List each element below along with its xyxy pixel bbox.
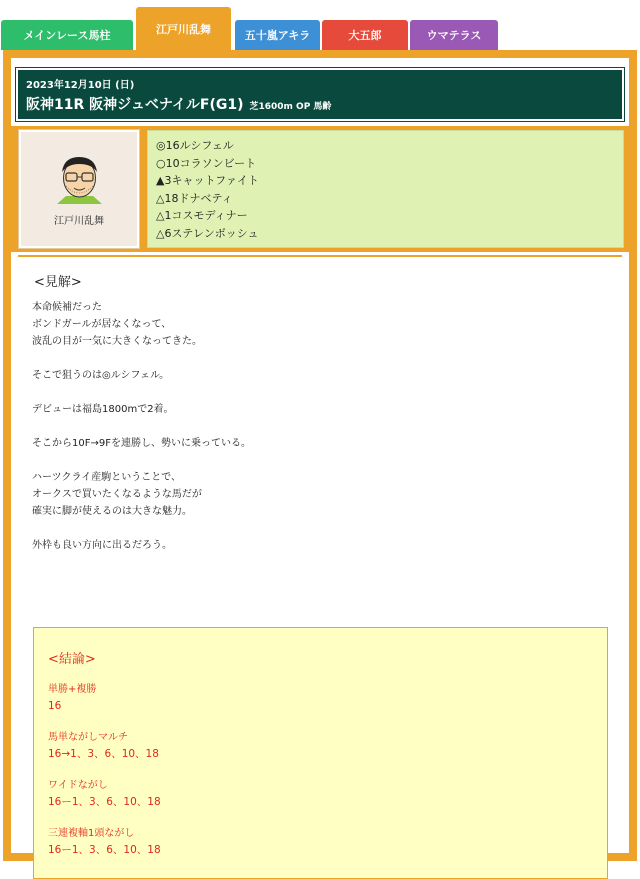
- prediction-panel: [3, 50, 637, 861]
- bet-value: 16ー1、3、6、10、18: [48, 796, 161, 808]
- pick-item: △18ドナベティ: [156, 191, 233, 205]
- bet-type: ワイドながし: [48, 780, 108, 791]
- tab-edogawa-ranbu[interactable]: 江戸川乱舞: [136, 7, 231, 50]
- pick-item: △1コスモディナー: [156, 209, 248, 222]
- bet-item: [48, 825, 593, 859]
- race-title-row: [26, 94, 614, 114]
- tab-daigoro[interactable]: 大五郎: [322, 20, 408, 50]
- bet-value: 16→1、3、6、10、18: [48, 748, 159, 760]
- bet-type: 単勝+複勝: [48, 684, 97, 695]
- bet-item: [48, 777, 593, 811]
- bet-item: [48, 729, 593, 763]
- predictor-name: 江戸川乱舞: [54, 216, 104, 227]
- tab-igarashi-akira[interactable]: 五十嵐アキラ: [235, 20, 320, 50]
- tab-umaterasu[interactable]: ウマテラス: [410, 20, 498, 50]
- predictor-card: [19, 130, 139, 248]
- tab-bar: [0, 0, 640, 50]
- pick-item: ▲3キャットファイト: [156, 174, 259, 187]
- conclusion-box: [33, 627, 608, 879]
- view-heading: <見解>: [34, 275, 82, 290]
- pick-item: △6ステレンボッシュ: [156, 226, 259, 240]
- picks-list: [147, 130, 624, 248]
- bet-item: [48, 681, 593, 715]
- view-body: 本命候補だった ボンドガールが居なくなって、 波乱の目が一気に大きくなってきた。 そこで狙うのは◎ルシフェル。 デビューは福島1800mで2着。 そこから10F→9Fを連勝し、勢いに乗っている。 ハーツクライ産駒ということで、 オークスで買いたくなるような馬だが 確実に脚が使えるのは大きな魅力。 外枠も良い方向に出るだろう。: [32, 302, 251, 551]
- pick-item: ○10コラソンビート: [156, 156, 257, 170]
- bet-type: 三連複軸1頭ながし: [48, 828, 135, 839]
- bet-type: 馬単ながしマルチ: [48, 732, 128, 743]
- race-date: 2023年12月10日 (日): [26, 80, 135, 91]
- avatar-icon: [52, 152, 107, 204]
- bet-value: 16: [48, 700, 62, 712]
- predictor-row: [11, 126, 629, 252]
- race-name: 阪神11R 阪神ジュベナイルF(G1): [26, 97, 244, 113]
- bet-value: 16ー1、3、6、10、18: [48, 844, 161, 856]
- race-condition: 芝1600m OP 馬齢: [249, 102, 332, 112]
- tab-main-race[interactable]: メインレース馬柱: [1, 20, 133, 50]
- race-header: [16, 68, 624, 121]
- pick-item: ◎16ルシフェル: [156, 139, 234, 152]
- commentary-section: [18, 255, 622, 856]
- conclusion-heading: <結論>: [48, 652, 96, 667]
